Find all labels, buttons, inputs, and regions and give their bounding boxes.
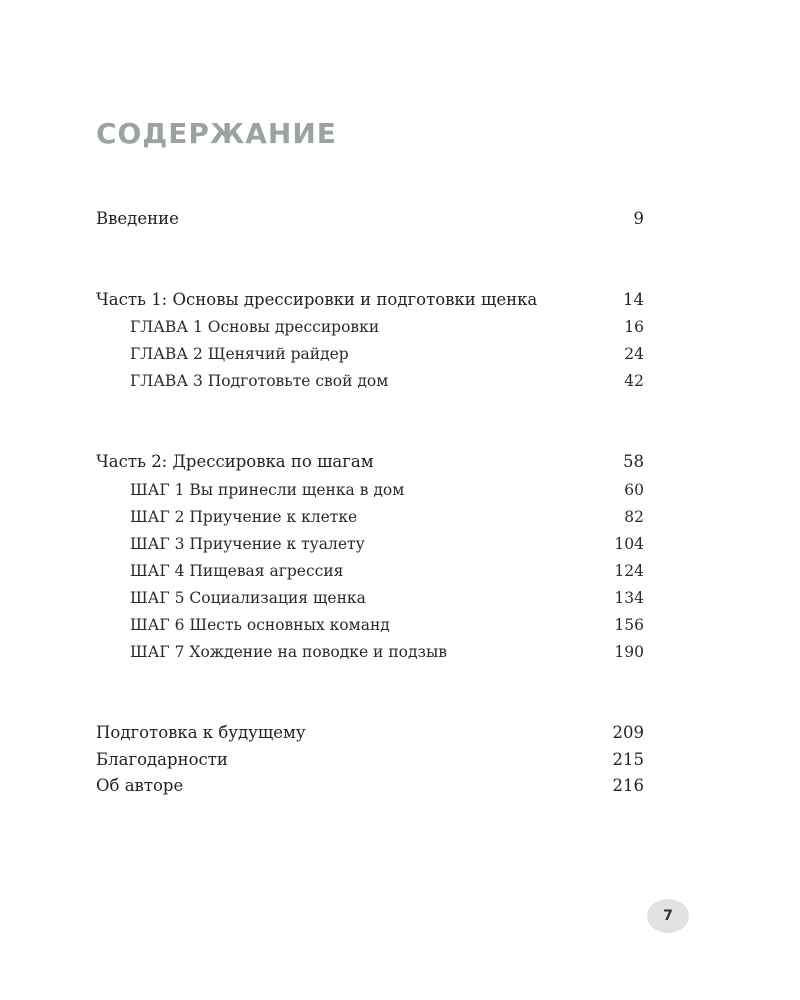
toc-entry-page-number: 124 [614, 562, 644, 580]
page-title: СОДЕРЖАНИЕ [96, 117, 337, 150]
toc-entry-page-number: 42 [624, 372, 644, 390]
toc-entry-page-number: 190 [614, 643, 644, 661]
toc-entry-label: Об авторе [96, 776, 184, 795]
toc-entry-page-number: 14 [623, 290, 644, 309]
toc-entry-step-3[interactable] [130, 533, 644, 555]
toc-entry-chapter-1[interactable] [130, 316, 644, 338]
toc-entry-page-number: 16 [624, 318, 644, 336]
toc-entry-label: ШАГ 5 Социализация щенка [130, 589, 366, 607]
toc-entry-step-2[interactable] [130, 506, 644, 528]
toc-entry-label: Часть 1: Основы дрессировки и подготовки щенка [96, 290, 538, 309]
toc-entry-about-author[interactable] [96, 775, 644, 797]
toc-entry-step-7[interactable] [130, 641, 644, 663]
toc-entry-page-number: 156 [614, 616, 644, 634]
toc-entry-label: ШАГ 4 Пищевая агрессия [130, 562, 344, 580]
toc-entry-label: ШАГ 1 Вы принесли щенка в дом [130, 481, 405, 499]
toc-entry-page-number: 216 [612, 776, 644, 795]
toc-entry-label: Благодарности [96, 750, 228, 769]
toc-entry-page-number: 82 [624, 508, 644, 526]
toc-entry-label: ШАГ 3 Приучение к туалету [130, 535, 365, 553]
toc-entry-introduction[interactable] [96, 208, 644, 230]
toc-entry-step-4[interactable] [130, 560, 644, 582]
toc-entry-label: ШАГ 2 Приучение к клетке [130, 508, 358, 526]
toc-entry-future[interactable] [96, 722, 644, 744]
toc-entry-label: ШАГ 6 Шесть основных команд [130, 616, 390, 634]
toc-entry-label: ШАГ 7 Хождение на поводке и подзыв [130, 643, 448, 661]
toc-entry-chapter-3[interactable] [130, 370, 644, 392]
toc-entry-page-number: 209 [612, 723, 644, 742]
toc-entry-chapter-2[interactable] [130, 343, 644, 365]
toc-entry-page-number: 60 [624, 481, 644, 499]
toc-entry-acknowledgements[interactable] [96, 749, 644, 771]
toc-entry-label: Подготовка к будущему [96, 723, 306, 742]
toc-entry-page-number: 24 [624, 345, 644, 363]
toc-entry-page-number: 9 [633, 209, 644, 228]
toc-entry-label: ГЛАВА 2 Щенячий райдер [130, 345, 349, 363]
toc-entry-step-5[interactable] [130, 587, 644, 609]
toc-entry-step-1[interactable] [130, 479, 644, 501]
toc-entry-label: ГЛАВА 1 Основы дрессировки [130, 318, 380, 336]
toc-entry-page-number: 104 [614, 535, 644, 553]
toc-entry-page-number: 215 [612, 750, 644, 769]
toc-entry-label: Введение [96, 209, 179, 228]
page-number-badge: 7 [647, 899, 689, 933]
toc-entry-page-number: 58 [623, 452, 644, 471]
toc-entry-part-1[interactable] [96, 289, 644, 311]
toc-entry-label: Часть 2: Дрессировка по шагам [96, 452, 374, 471]
toc-entry-label: ГЛАВА 3 Подготовьте свой дом [130, 372, 389, 390]
toc-entry-part-2[interactable] [96, 451, 644, 473]
toc-entry-step-6[interactable] [130, 614, 644, 636]
toc-entry-page-number: 134 [614, 589, 644, 607]
